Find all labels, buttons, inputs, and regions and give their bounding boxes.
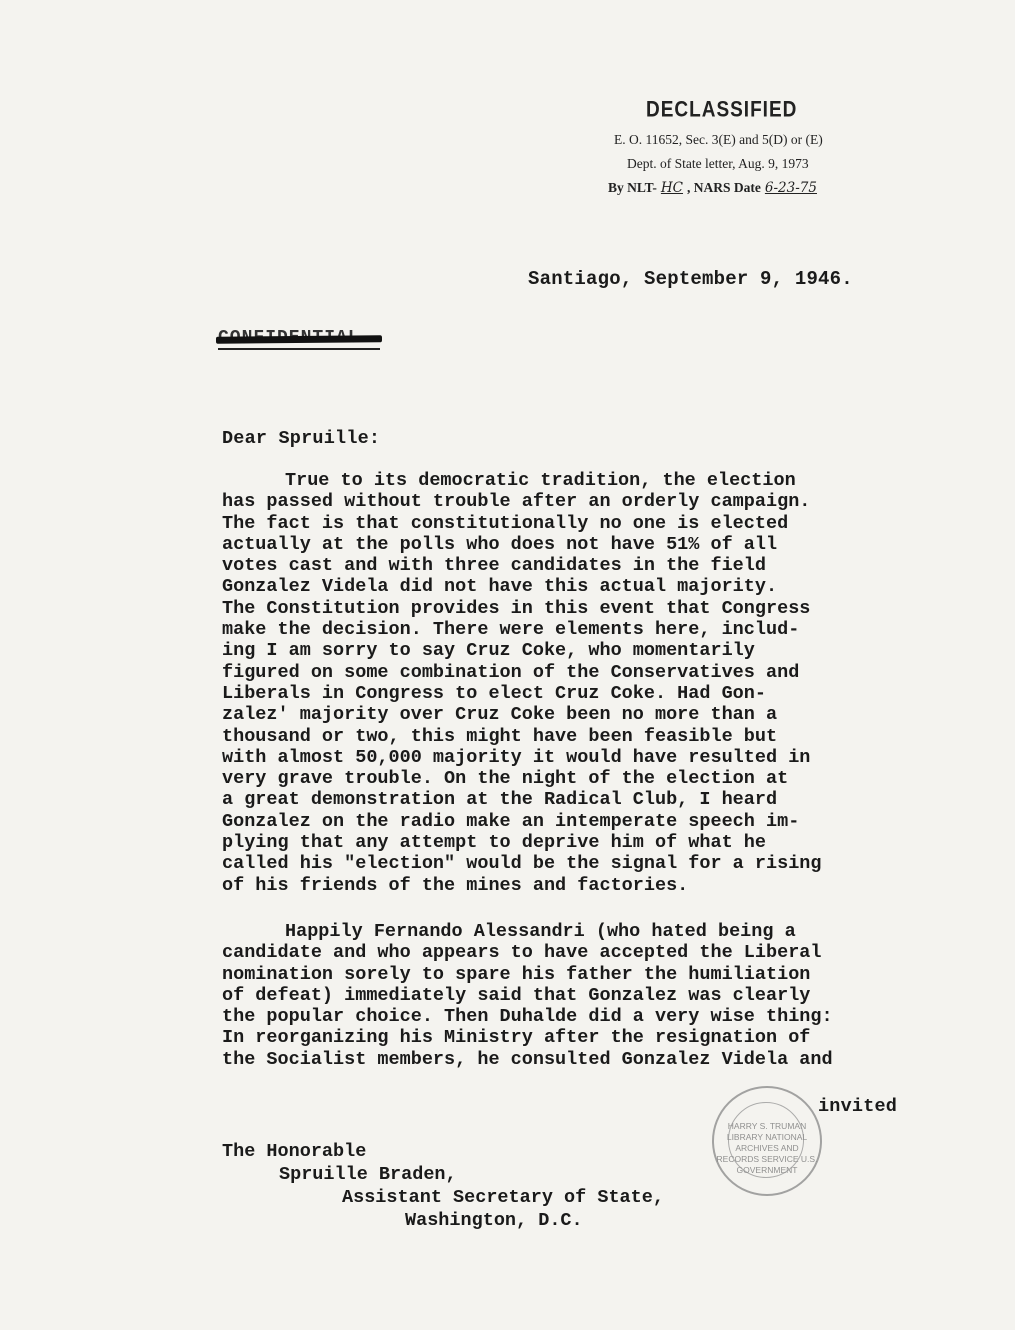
catchword: invited: [818, 1096, 898, 1117]
letter-body: [222, 470, 942, 1070]
addressee-line: The Honorable: [222, 1141, 367, 1162]
body-line: a great demonstration at the Radical Club, I heard: [222, 789, 778, 811]
strikethrough-bar: [216, 335, 382, 343]
body-line: Gonzalez on the radio make an intemperate speech im-: [222, 810, 800, 832]
body-line: make the decision. There were elements here, includ-: [222, 619, 800, 641]
body-line: Happily Fernando Alessandri (who hated being a: [285, 920, 796, 942]
body-line: of his friends of the mines and factories.: [222, 874, 689, 896]
body-line: called his "election" would be the signal for a rising: [222, 853, 822, 875]
body-line: The fact is that constitutionally no one is elected: [222, 512, 789, 534]
body-line: actually at the polls who does not have 51% of all: [222, 533, 778, 555]
classification-underline: [218, 348, 380, 350]
stamp-authority-line: E. O. 11652, Sec. 3(E) and 5(D) or (E): [614, 132, 823, 147]
body-line: Gonzalez Videla did not have this actual majority.: [222, 576, 778, 598]
body-line: candidate and who appears to have accepted the Liberal: [222, 942, 822, 964]
declassification-stamp: [600, 100, 930, 200]
stamp-nars-date: 6-23-75: [764, 180, 817, 196]
paragraph-gap: [222, 896, 942, 921]
addressee-line: Assistant Secretary of State,: [342, 1187, 664, 1208]
body-line: zalez' majority over Cruz Coke been no more than a: [222, 704, 778, 726]
body-line: votes cast and with three candidates in the field: [222, 555, 766, 577]
stamp-title: DECLASSIFIED: [646, 98, 798, 123]
letter-date: Santiago, September 9, 1946.: [528, 268, 853, 290]
seal-text: HARRY S. TRUMAN LIBRARY NATIONAL ARCHIVES AND RECORDS SERVICE U.S. GOVERNMENT: [716, 1121, 818, 1175]
body-line: True to its democratic tradition, the election: [285, 470, 796, 491]
body-line: plying that any attempt to deprive him of what he: [222, 832, 766, 854]
stamp-nars-label: , NARS Date: [687, 180, 761, 195]
body-line: nomination sorely to spare his father the humiliation: [222, 963, 811, 985]
body-line: In reorganizing his Ministry after the resignation of: [222, 1027, 811, 1049]
body-line: figured on some combination of the Conservatives and: [222, 661, 800, 683]
archive-seal: [712, 1086, 822, 1196]
paragraph-1: [222, 470, 942, 896]
stamp-letter-line: Dept. of State letter, Aug. 9, 1973: [627, 156, 809, 171]
body-line: Liberals in Congress to elect Cruz Coke. Had Gon-: [222, 682, 766, 704]
struck-classification: [218, 327, 380, 349]
paragraph-2: [222, 921, 942, 1070]
salutation: Dear Spruille:: [222, 428, 381, 449]
body-line: thousand or two, this might have been feasible but: [222, 725, 778, 747]
body-line: with almost 50,000 majority it would have resulted in: [222, 746, 811, 768]
body-line: The Constitution provides in this event that Congress: [222, 597, 811, 619]
addressee-block: [222, 1140, 664, 1232]
body-line: the popular choice. Then Duhalde did a very wise thing:: [222, 1006, 833, 1028]
stamp-nlt-code: HC: [660, 180, 684, 196]
body-line: ing I am sorry to say Cruz Coke, who momentarily: [222, 640, 755, 662]
addressee-line: Washington, D.C.: [405, 1210, 583, 1231]
body-line: the Socialist members, he consulted Gonzalez Videla and: [222, 1048, 833, 1070]
stamp-by-line: [608, 176, 930, 200]
body-line: of defeat) immediately said that Gonzalez was clearly: [222, 984, 811, 1006]
body-line: very grave trouble. On the night of the election at: [222, 768, 789, 790]
body-line: has passed without trouble after an orderly campaign.: [222, 491, 811, 513]
addressee-line: Spruille Braden,: [279, 1164, 457, 1185]
stamp-by-label: By NLT-: [608, 180, 657, 195]
